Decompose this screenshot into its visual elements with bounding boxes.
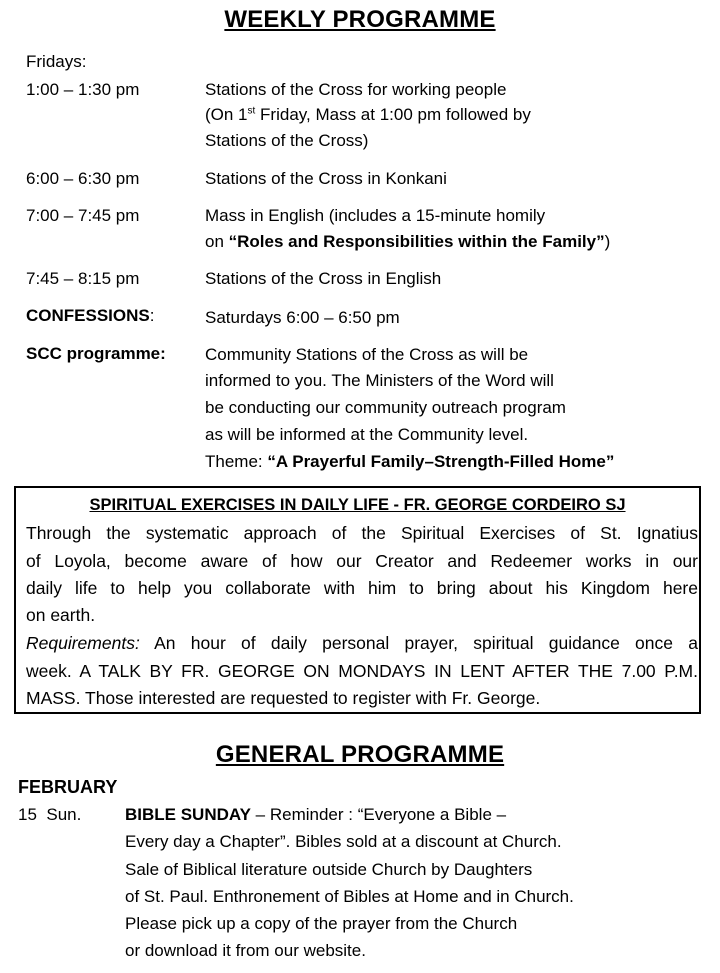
friday-desc-1-line3: Stations of the Cross) — [205, 131, 369, 150]
spiritual-body-line-2: of Loyola, become aware of how our Creator and Redeemer works in our — [26, 551, 698, 571]
scc-theme: Theme: “A Prayerful Family–Strength-Filled Home” — [205, 452, 615, 471]
homily-theme: “Roles and Responsibilities within the Family” — [228, 232, 605, 251]
fridays-label: Fridays: — [26, 52, 87, 71]
spiritual-exercises-title: SPIRITUAL EXERCISES IN DAILY LIFE - FR. GEORGE CORDEIRO SJ — [89, 496, 626, 514]
requirements-line-1: Requirements: An hour of daily personal prayer, spiritual guidance once a — [26, 633, 698, 653]
scc-label: SCC programme: — [26, 344, 166, 363]
requirements-line-2: week. A TALK BY FR. GEORGE ON MONDAYS IN LENT AFTER THE 7.00 P.M. — [26, 661, 698, 681]
friday-time-3: 7:00 – 7:45 pm — [26, 206, 140, 225]
event-line-3: Sale of Biblical literature outside Church by Daughters — [125, 860, 533, 879]
event-day: 15 Sun. — [18, 805, 82, 824]
event-line-6: or download it from our website. — [125, 941, 366, 960]
friday-time-2: 6:00 – 6:30 pm — [26, 169, 140, 188]
confessions-label: CONFESSIONS: — [26, 306, 155, 325]
friday-desc-4: Stations of the Cross in English — [205, 269, 442, 288]
scc-line-2: informed to you. The Ministers of the Word will — [205, 371, 554, 390]
friday-desc-1-line1: Stations of the Cross for working people — [205, 80, 507, 99]
requirements-line-3: MASS. Those interested are requested to register with Fr. George. — [26, 688, 541, 708]
friday-time-4: 7:45 – 8:15 pm — [26, 269, 140, 288]
event-line-4: of St. Paul. Enthronement of Bibles at Home and in Church. — [125, 887, 574, 906]
weekly-programme-title: WEEKLY PROGRAMME — [224, 6, 496, 33]
scc-line-1: Community Stations of the Cross as will be — [205, 345, 529, 364]
spiritual-body-line-1: Through the systematic approach of the Spiritual Exercises of St. Ignatius — [26, 523, 698, 543]
requirements-label: Requirements: — [26, 633, 140, 653]
event-line-5: Please pick up a copy of the prayer from the Church — [125, 914, 518, 933]
scc-line-3: be conducting our community outreach program — [205, 398, 566, 417]
friday-time-1: 1:00 – 1:30 pm — [26, 80, 140, 99]
event-title: BIBLE SUNDAY — [125, 805, 251, 824]
spiritual-body-line-4: on earth. — [26, 605, 96, 625]
month-heading: FEBRUARY — [18, 777, 118, 797]
scc-line-4: as will be informed at the Community level. — [205, 425, 529, 444]
friday-desc-3-line1: Mass in English (includes a 15-minute homily — [205, 206, 546, 225]
general-programme-title: GENERAL PROGRAMME — [215, 741, 505, 768]
friday-desc-1-line2: (On 1st Friday, Mass at 1:00 pm followed by — [205, 105, 531, 124]
event-line-2: Every day a Chapter”. Bibles sold at a discount at Church. — [125, 832, 562, 851]
spiritual-body-line-3: daily life to help you collaborate with him to bring about his Kingdom here — [26, 578, 698, 598]
spiritual-exercises-box — [14, 486, 701, 714]
event-line-1: BIBLE SUNDAY – Reminder : “Everyone a Bible – — [125, 805, 507, 824]
confessions-time: Saturdays 6:00 – 6:50 pm — [205, 308, 400, 327]
friday-desc-3-line2: on “Roles and Responsibilities within the Family”) — [205, 232, 611, 251]
friday-desc-2: Stations of the Cross in Konkani — [205, 169, 447, 188]
